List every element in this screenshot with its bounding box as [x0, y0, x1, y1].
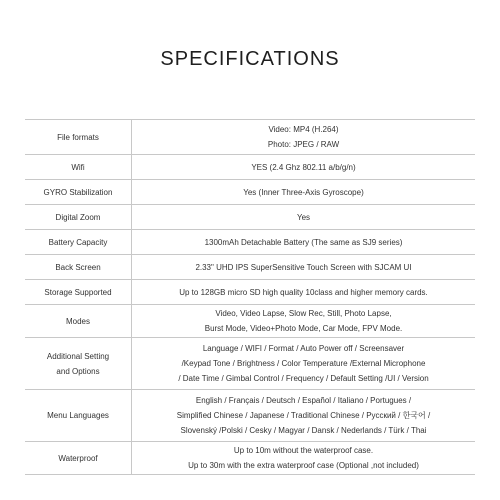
spec-label-additional-setting — [25, 338, 132, 390]
spec-value-line: / Date Time / Gimbal Control / Frequency / Default Setting /UI / Version — [178, 374, 429, 383]
spec-label-waterproof: Waterproof — [25, 442, 132, 475]
table-row-storage-supported — [25, 280, 475, 305]
spec-value-gyro-stabilization — [132, 180, 476, 205]
table-row-modes — [25, 305, 475, 338]
spec-value-storage-supported — [132, 280, 476, 305]
spec-value-line: Video: MP4 (H.264) — [268, 125, 339, 134]
table-row-menu-languages — [25, 390, 475, 442]
table-row-wifi — [25, 155, 475, 180]
spec-value-line: YES (2.4 Ghz 802.11 a/b/g/n) — [251, 162, 356, 172]
spec-value-line: Slovenský /Polski / Cesky / Magyar / Dansk / Nederlands / Türk / Thai — [180, 426, 427, 435]
spec-value-line: Up to 30m with the extra waterproof case (Optional ,not included) — [188, 461, 419, 470]
table-row-waterproof — [25, 442, 475, 475]
spec-label-file-formats: File formats — [25, 120, 132, 155]
spec-label-back-screen: Back Screen — [25, 255, 132, 280]
spec-label-digital-zoom: Digital Zoom — [25, 205, 132, 230]
spec-value-battery-capacity — [132, 230, 476, 255]
spec-label-line: and Options — [56, 366, 100, 376]
specifications-table — [25, 119, 475, 475]
spec-label-storage-supported: Storage Supported — [25, 280, 132, 305]
table-row-additional-setting — [25, 338, 475, 390]
spec-label-wifi: Wifi — [25, 155, 132, 180]
table-row-back-screen — [25, 255, 475, 280]
spec-value-file-formats — [132, 120, 476, 155]
spec-label-battery-capacity: Battery Capacity — [25, 230, 132, 255]
spec-value-line: Yes — [296, 212, 311, 222]
table-row-file-formats — [25, 120, 475, 155]
spec-value-waterproof — [132, 442, 476, 475]
spec-value-line: 1300mAh Detachable Battery (The same as SJ9 series) — [204, 237, 403, 247]
spec-label-gyro-stabilization: GYRO Stabilization — [25, 180, 132, 205]
spec-value-additional-setting — [132, 338, 476, 390]
spec-value-line: Video, Video Lapse, Slow Rec, Still, Photo Lapse, — [215, 309, 392, 318]
spec-label-modes: Modes — [25, 305, 132, 338]
spec-value-line: English / Français / Deutsch / Español / Italiano / Portugues / — [195, 396, 412, 405]
spec-value-line: Photo: JPEG / RAW — [267, 140, 340, 149]
spec-value-line: Burst Mode, Video+Photo Mode, Car Mode, FPV Mode. — [204, 324, 403, 333]
spec-value-modes — [132, 305, 476, 338]
spec-value-line: Up to 10m without the waterproof case. — [233, 446, 374, 455]
table-row-digital-zoom — [25, 205, 475, 230]
spec-value-wifi — [132, 155, 476, 180]
spec-value-digital-zoom — [132, 205, 476, 230]
spec-value-line: 2.33" UHD IPS SuperSensitive Touch Screen with SJCAM UI — [195, 262, 412, 272]
spec-value-line: Up to 128GB micro SD high quality 10class and higher memory cards. — [179, 287, 428, 297]
spec-value-menu-languages — [132, 390, 476, 442]
table-row-battery-capacity — [25, 230, 475, 255]
spec-label-menu-languages: Menu Languages — [25, 390, 132, 442]
spec-value-line: Yes (Inner Three-Axis Gyroscope) — [243, 187, 364, 197]
spec-value-line: /Keypad Tone / Brightness / Color Temperature /External Microphone — [181, 359, 426, 368]
page-title: SPECIFICATIONS — [160, 48, 340, 70]
spec-value-line: Language / WIFI / Format / Auto Power off / Screensaver — [202, 344, 405, 353]
spec-label-line: Additional Setting — [46, 351, 110, 361]
table-row-gyro-stabilization — [25, 180, 475, 205]
spec-value-line: Simplified Chinese / Japanese / Traditional Chinese / Русский / 한국어 / — [176, 411, 431, 420]
spec-value-back-screen — [132, 255, 476, 280]
